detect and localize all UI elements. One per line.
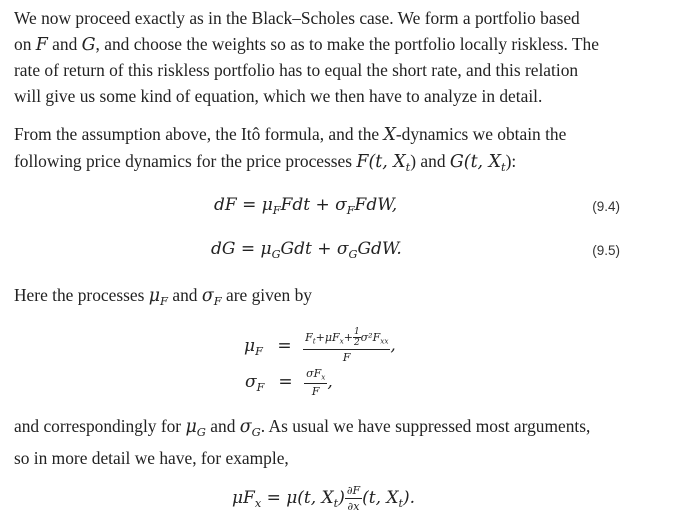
math-symbol: G xyxy=(81,34,96,55)
paragraph-correspondingly xyxy=(14,414,634,471)
text-line: . As usual we have suppressed most arguments, xyxy=(260,416,591,436)
text-line: so in more detail we have, for example, xyxy=(14,447,289,468)
equation-9-5: dG = $\mu_GGdt + \sigma_GGdW$. xyxy=(211,239,402,261)
text-line: ): xyxy=(505,150,517,171)
math-symbol: $\mu_G$ xyxy=(185,417,206,440)
paragraph-portfolio xyxy=(14,6,634,109)
fraction: $\frac{\sigma F_x}{F}$ xyxy=(306,367,326,398)
text-line: are given by xyxy=(221,285,312,305)
text-line: following price dynamics for the price processes xyxy=(14,150,357,171)
equation-number: (9.5) xyxy=(592,243,620,258)
text-line: on xyxy=(14,33,36,54)
equation-9-4: dF = $\mu_FFdt + \sigma_FFdW$, xyxy=(214,195,398,217)
paragraph-dynamics xyxy=(14,122,634,180)
math-symbol: X xyxy=(383,125,396,145)
text-line: and xyxy=(168,285,202,305)
text-line: ) and xyxy=(410,150,450,171)
math-symbol: F xyxy=(35,34,48,55)
math-symbol: $\mu_F$ xyxy=(148,286,168,309)
text-line: rate of return of this riskless portfolio has to equal the short rate, and this relation xyxy=(14,60,579,80)
equation-number: (9.4) xyxy=(592,199,620,214)
paragraph-processes xyxy=(14,283,634,315)
text-line: From the assumption above, the Itô formula, and the xyxy=(14,124,384,144)
equation-mu-Fx: $\mu F_x = \mu(t$, $X_t$) $\frac{\partial F}{\partial x}$ (t, $X_t$). xyxy=(232,484,416,513)
text-line: will give us some kind of equation, which we then have to analyze in detail. xyxy=(14,85,543,106)
text-line: We now proceed exactly as in the Black–Scholes case. We form a portfolio based xyxy=(14,8,580,28)
equation-sigma-F: $\sigma_F$ = $\frac{\sigma F_x}{F}$ , xyxy=(245,367,333,398)
text-line: and correspondingly for xyxy=(14,416,186,436)
text-line: -dynamics we obtain the xyxy=(395,124,567,144)
equation-mu-F: $\mu_F$ = $F_t+\mu F_x+$ $\frac{1}{2}$ $\sigma^2F_{xx}$ F , xyxy=(244,327,396,364)
math-expr: G(t, $X_t$ xyxy=(449,151,506,174)
text-line: Here the processes xyxy=(14,285,149,305)
math-symbol: $\sigma_F$ xyxy=(201,286,222,309)
text-line: and xyxy=(205,416,240,436)
fraction: $\frac{\partial F}{\partial x}$ xyxy=(346,484,361,513)
math-expr: F(t, $X_t$ xyxy=(356,151,411,174)
fraction: $F_t+\mu F_x+$ $\frac{1}{2}$ $\sigma^2F_{xx}$ F xyxy=(305,327,389,364)
math-symbol: $\sigma_G$ xyxy=(239,417,261,440)
text-line: , and choose the weights so as to make the portfolio locally riskless. The xyxy=(95,33,599,54)
text-line: and xyxy=(47,33,82,54)
